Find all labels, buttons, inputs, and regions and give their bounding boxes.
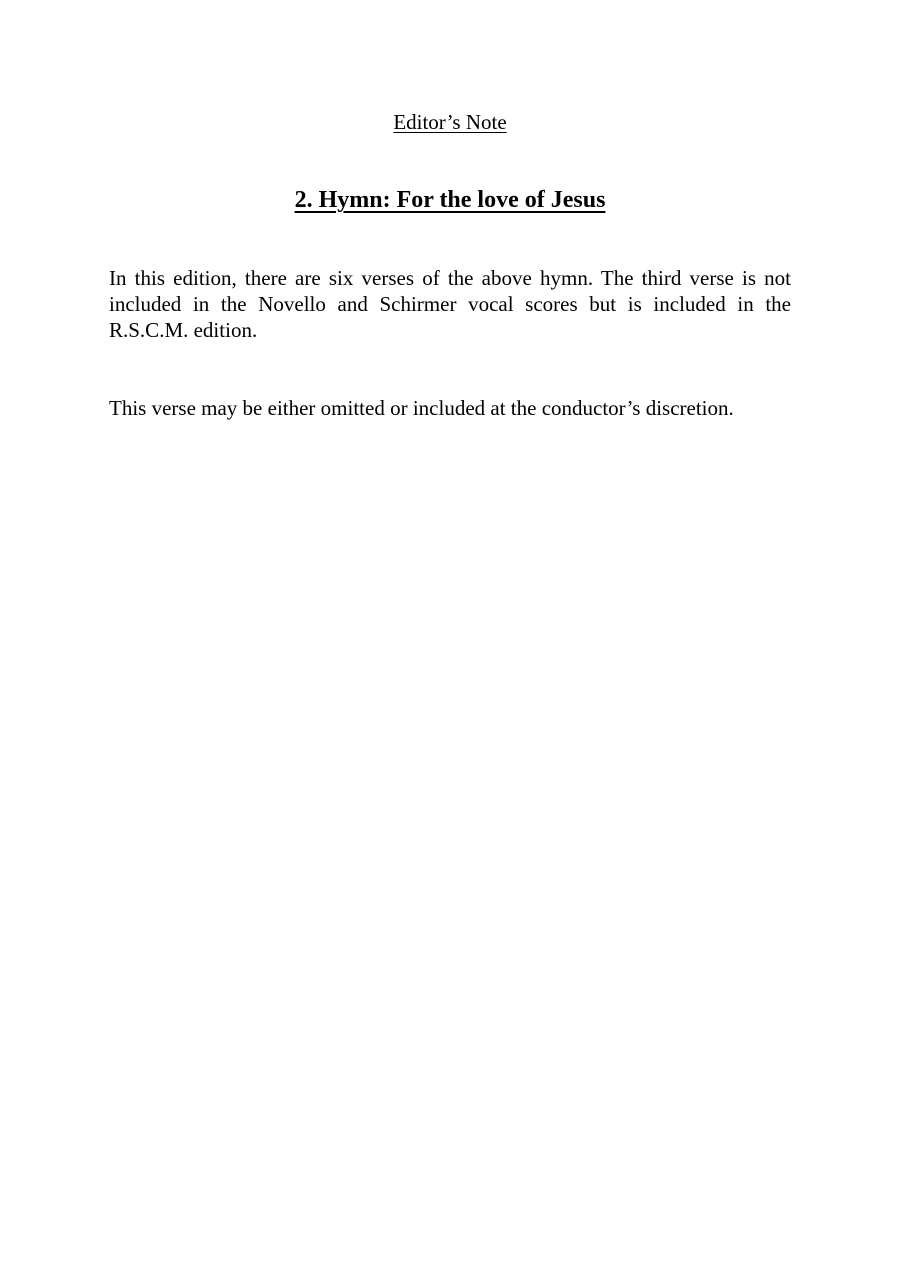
body-paragraph-edition-info: In this edition, there are six verses of the above hymn. The third verse is not included in the Novello and Schirmer vocal scores but is included in the R.S.C.M. edition. <box>109 266 791 342</box>
hymn-title: 2. Hymn: For the love of Jesus <box>294 187 606 213</box>
editors-note-heading: Editor’s Note <box>393 110 507 134</box>
body-paragraph-discretion: This verse may be either omitted or included at the conductor’s discretion. <box>109 396 734 420</box>
